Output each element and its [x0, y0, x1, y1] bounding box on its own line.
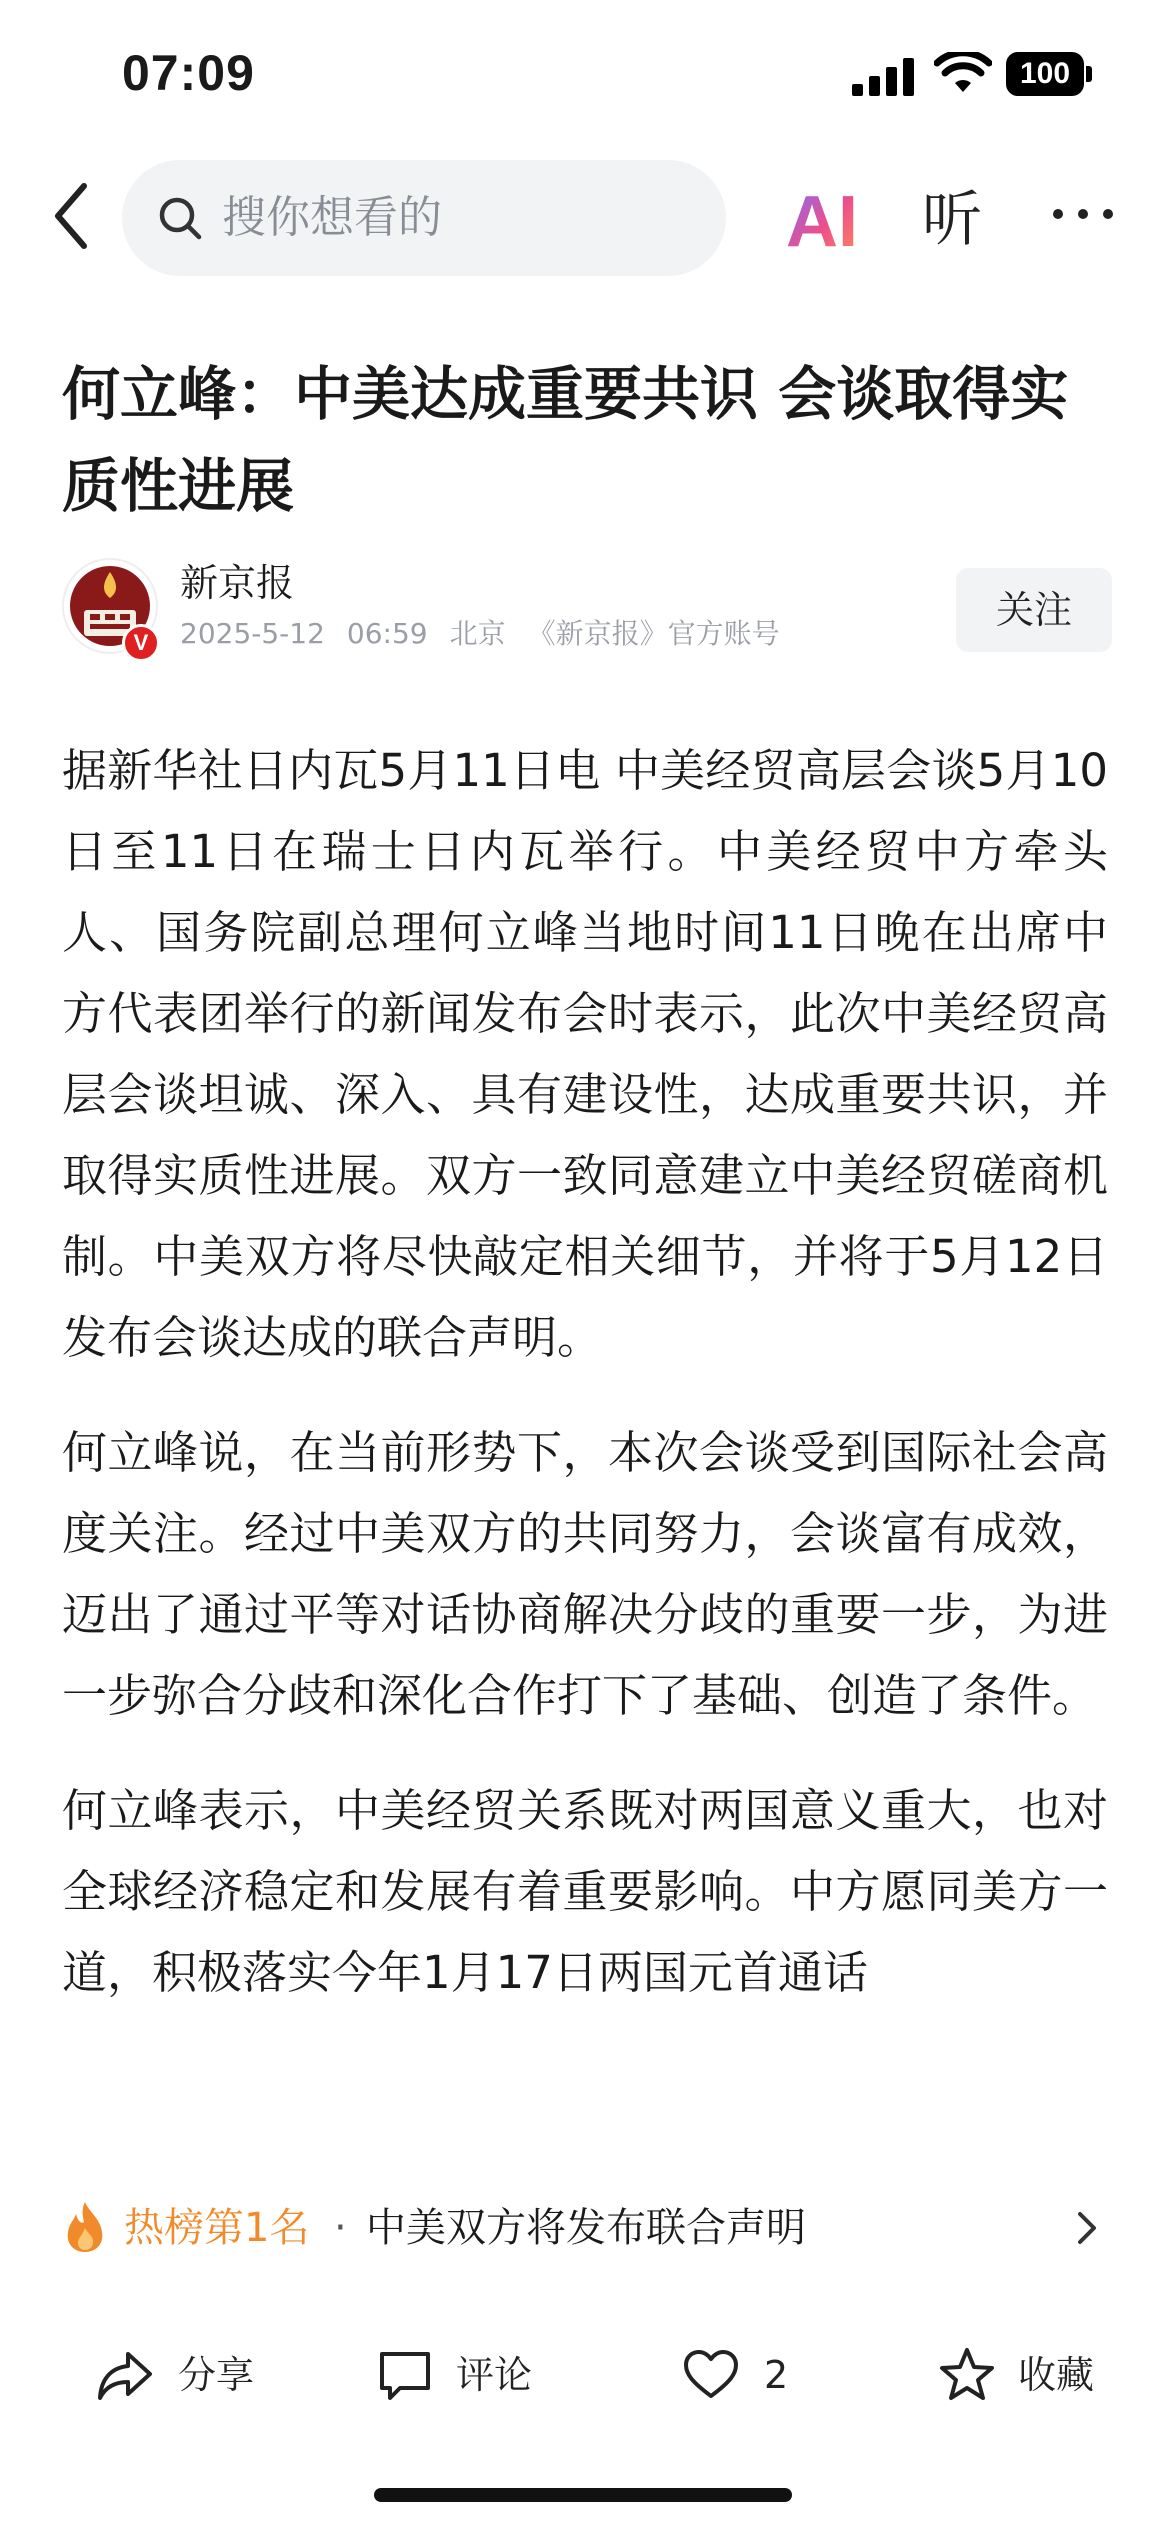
comment-label: 评论	[456, 2353, 533, 2397]
share-button[interactable]	[96, 2340, 266, 2410]
account-type: 《新京报》官方账号	[527, 617, 780, 650]
author-meta	[180, 614, 802, 654]
comment-button[interactable]	[376, 2340, 556, 2410]
share-label: 分享	[178, 2353, 255, 2397]
search-placeholder: 搜你想看的	[222, 192, 442, 243]
home-indicator	[374, 2488, 792, 2502]
follow-button[interactable]: 关注	[956, 568, 1112, 652]
like-button[interactable]	[682, 2340, 812, 2410]
battery-level: 100	[1006, 52, 1084, 96]
author-name[interactable]: 新京报	[180, 561, 295, 605]
author-row	[62, 556, 1112, 666]
search-icon	[156, 194, 204, 242]
listen-button[interactable]: 听	[922, 185, 982, 255]
article-paragraph: 何立峰说，在当前形势下，本次会谈受到国际社会高度关注。经过中美双方的共同努力，会谈富有成效，迈出了通过平等对话协商解决分歧的重要一步，为进一步弥合分歧和深化合作打下了基础、创造了条件。	[62, 1426, 1108, 1722]
action-bar	[0, 2300, 1170, 2450]
hot-topic: 中美双方将发布联合声明	[366, 2205, 806, 2251]
favorite-button[interactable]	[938, 2340, 1118, 2410]
svg-text:AI: AI	[786, 182, 858, 260]
search-input[interactable]	[122, 160, 726, 276]
article-body	[62, 730, 1108, 2156]
ai-icon	[786, 180, 876, 260]
verified-badge: V	[122, 624, 160, 662]
status-bar	[0, 0, 1170, 150]
ai-assistant-button[interactable]	[786, 180, 876, 277]
publish-location: 北京	[449, 617, 506, 650]
wifi-icon	[934, 52, 992, 96]
share-icon	[96, 2346, 154, 2404]
heart-icon	[682, 2346, 740, 2404]
battery-icon	[1006, 52, 1092, 96]
hot-separator: ·	[334, 2205, 347, 2251]
bottom-panel	[0, 2150, 1170, 2532]
battery-cap	[1086, 66, 1092, 82]
publish-date: 2025-5-12	[180, 617, 325, 650]
hot-list-banner[interactable]	[0, 2150, 1170, 2300]
article-title: 何立峰：中美达成重要共识 会谈取得实质性进展	[62, 360, 1069, 520]
publish-time: 06:59	[346, 617, 428, 650]
favorite-label: 收藏	[1018, 2353, 1095, 2397]
fire-icon	[62, 2200, 108, 2254]
top-nav-bar	[0, 150, 1170, 290]
more-options-icon[interactable]	[1050, 194, 1116, 234]
article-paragraph: 据新华社日内瓦5月11日电 中美经贸高层会谈5月10日至11日在瑞士日内瓦举行。中美经贸中方牵头人、国务院副总理何立峰当地时间11日晚在出席中方代表团举行的新闻发布会时表示，此次中美经贸高层会谈坦诚、深入、具有建设性，达成重要共识，并取得实质性进展。双方一致同意建立中美经贸磋商机制。中美双方将尽快敲定相关细节，并将于5月12日发布会谈达成的联合声明。	[62, 744, 1108, 1364]
comment-icon	[376, 2346, 434, 2404]
article-paragraph: 何立峰表示，中美经贸关系既对两国意义重大，也对全球经济稳定和发展有着重要影响。中方愿同美方一道，积极落实今年1月17日两国元首通话	[62, 1784, 1108, 1999]
status-time: 07:09	[122, 45, 255, 101]
hot-rank-label: 热榜第1名	[124, 2205, 310, 2251]
cellular-signal-icon	[852, 58, 914, 96]
avatar[interactable]	[62, 558, 158, 654]
star-icon	[938, 2346, 996, 2404]
back-arrow-icon[interactable]	[44, 176, 104, 256]
like-count: 2	[764, 2353, 789, 2397]
chevron-right-icon	[1072, 2208, 1102, 2248]
